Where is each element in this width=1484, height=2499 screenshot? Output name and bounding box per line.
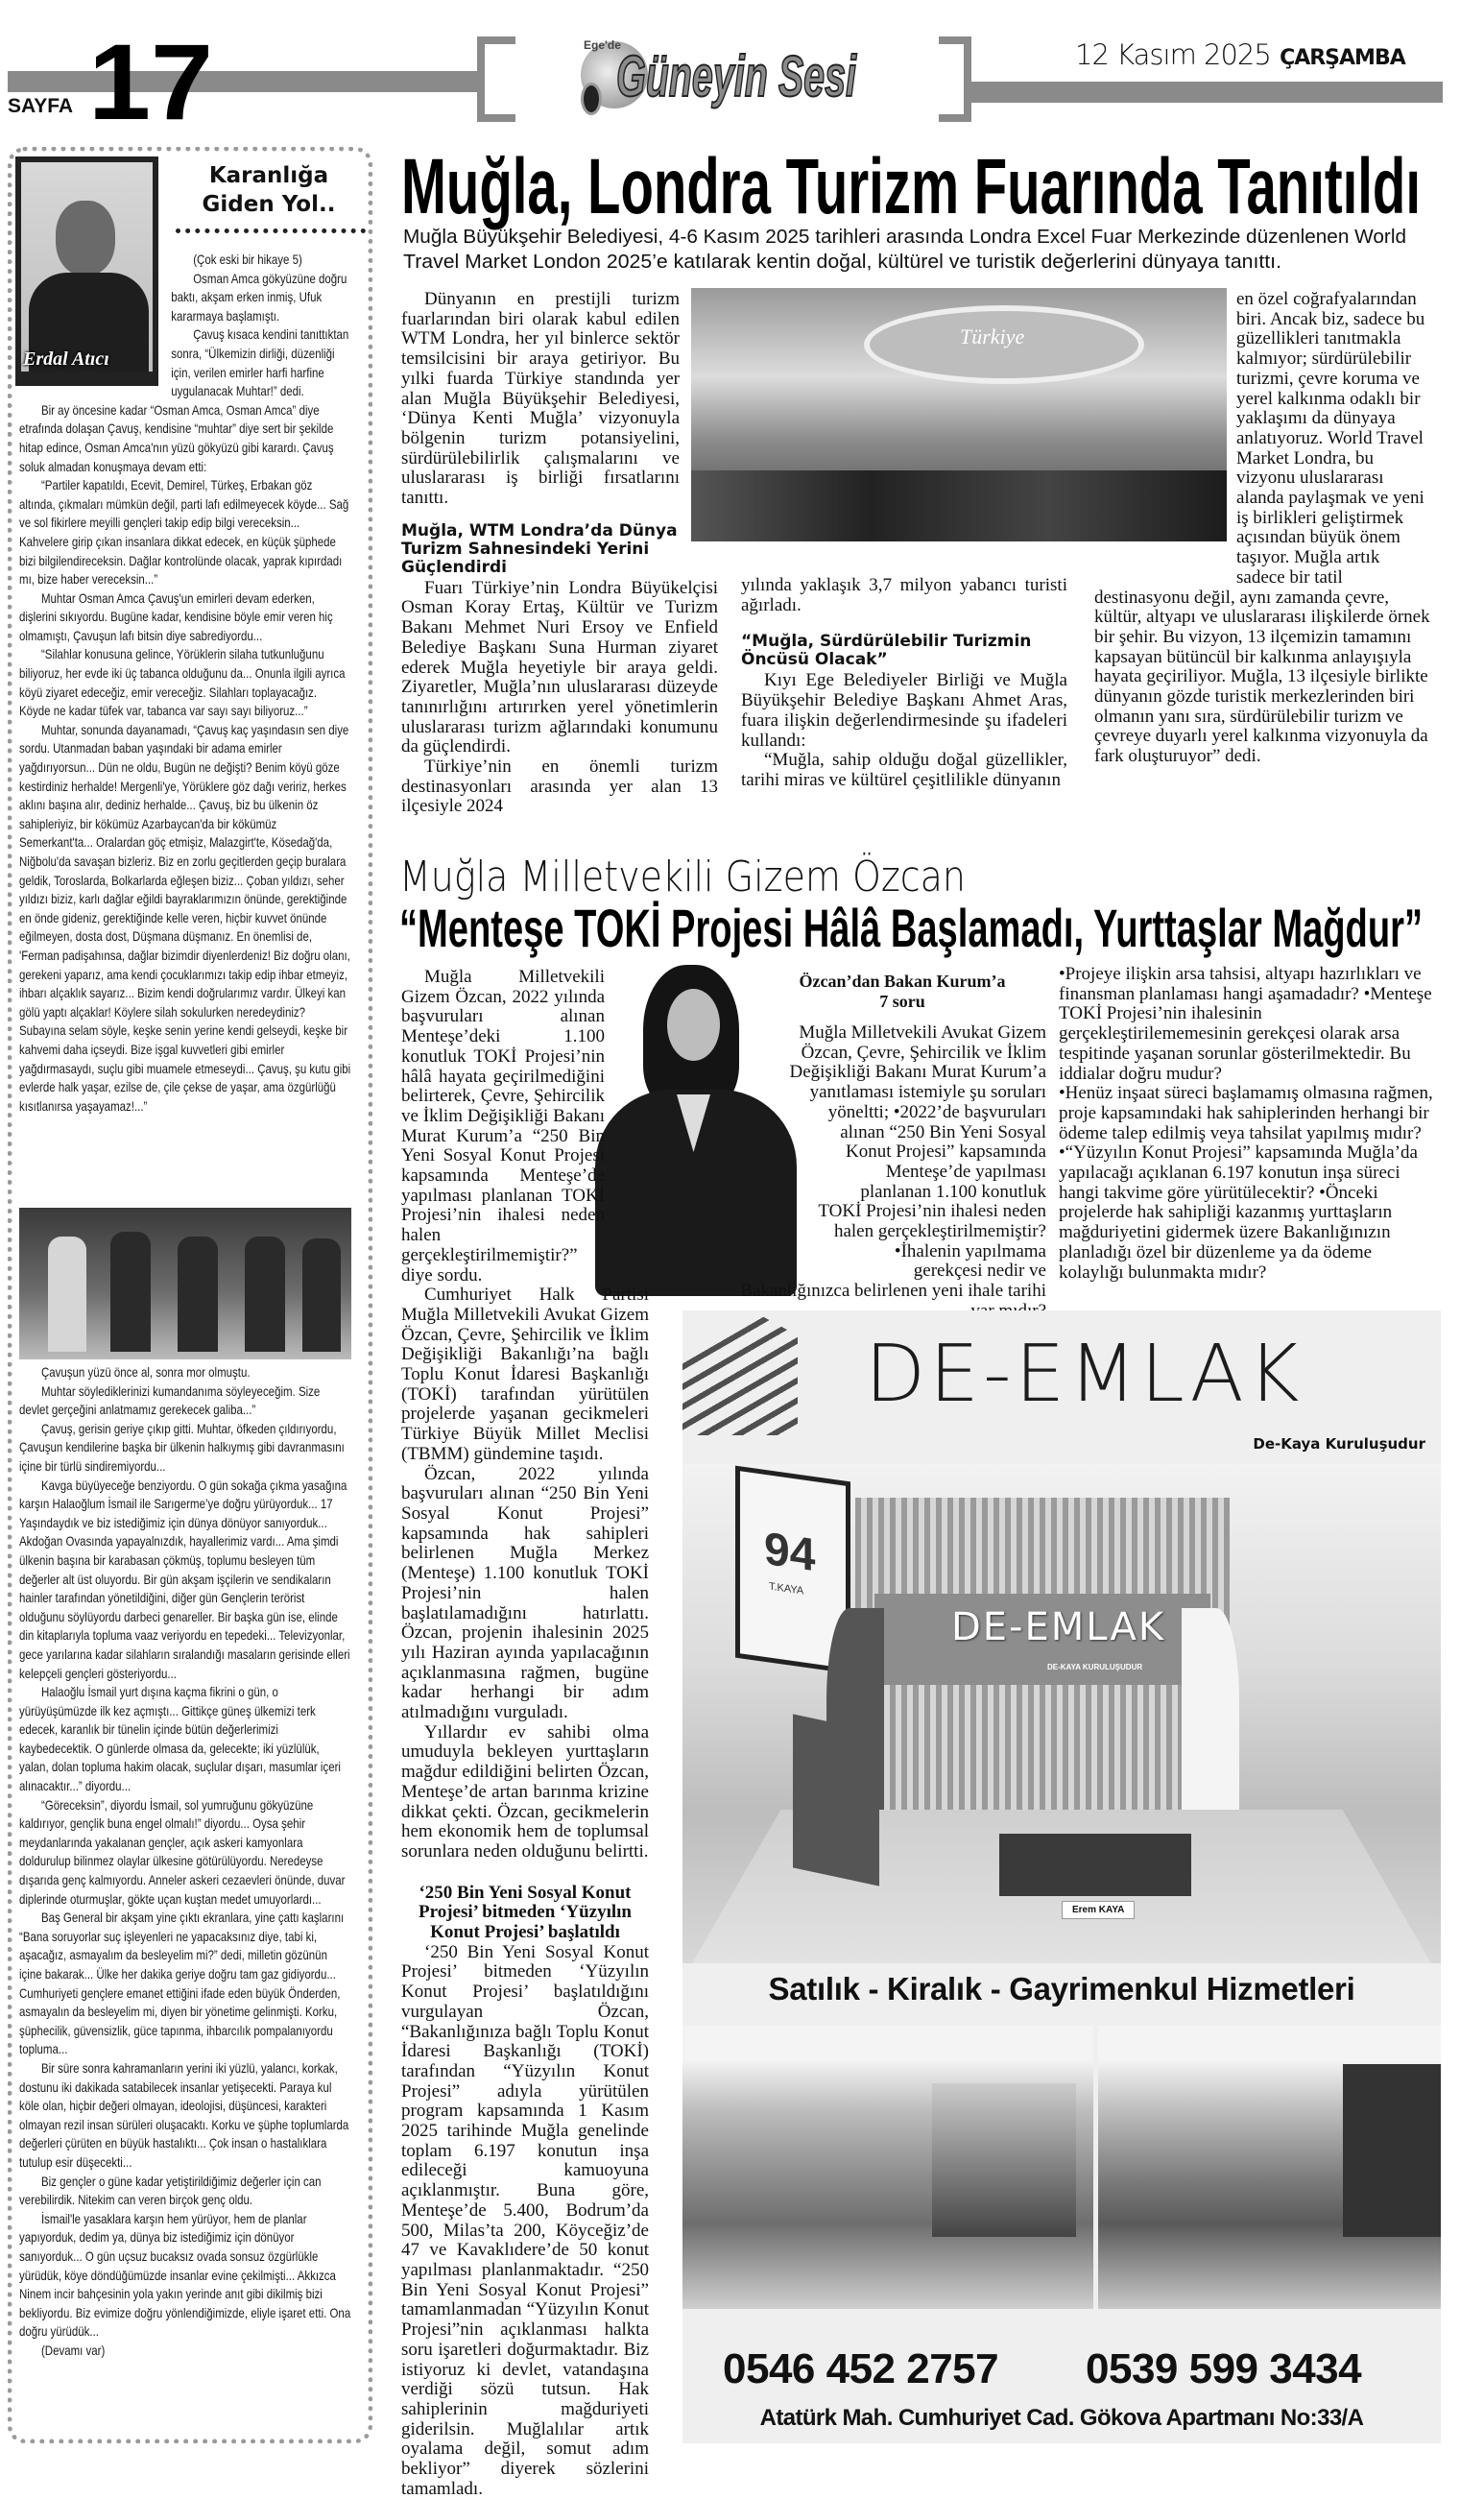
fair-stand-sign: Türkiye bbox=[960, 324, 1025, 348]
article1-column3 bbox=[1094, 290, 1430, 828]
article1-paragraph: yılında yaklaşık 3,7 milyon yabancı turisti ağırladı. bbox=[741, 575, 1067, 615]
page-number bbox=[88, 22, 218, 142]
paragraph: Muhtar, sonunda dayanamadı, “Çavuş kaç yaşındasın sen diye sordu. Utanmadan baban yaşındaki bir adama emirler yağdırıyorsun... Dün ne oldu, Bugün ne değişti? Benim köyü göze kestirdiniz herhalde! Mergenli'ye, Yörüklere göz dağı veririz, herkes aklını başına alır, dediniz herhalde... Çavuş, biz bu ülkenin öz sahipleriyiz, bir kökümüz Azarbaycan'da bir kökümüz Semerkant'ta... Oralardan göç etmişiz, Malazgirt'te, Kösedağ'da, Niğbolu'da savaşan bizleriz. Biz en zorlu geçitlerden geçip buralara geldik, Toroslarda, Bolkarlarda eğleşen biziz... Çoban yıldızı, seher yıldızı biziz, karlı dağlar eğildi bayraklarımızın önünde, gerektiğinde en önde gideniz, gerektiğinde kelle veren, hiçbir kuvvet önünde eğilmeyen, dosta dost, Düşmana düşmanız. En önemlisi de, 'Ferman padişahınsa, dağlar bizimdir diyenlerdeniz! Biz doğru olanı, gerekeni yaparız, ama kendi çocuklarımızı takip edip ihbar etmeyiz, ihbarı alçaklık sayarız... Bizim kendi doğrularımız vardır. Ülkeyi kan gölü yaptı alçaklar! Köylere silah sokulurken neredeydiniz? Subayına selam söyle, keşke senin yerine kendi gelseydi, keşke bir kahvemi daha içseydi. Bize işgal kuvvetleri gibi emirler yağdırmasaydı, suçlu gibi muamele etmeseydi... Çavuş, şu kutu gibi evlerde halk yaşar, ezilse de, çile çekse de yaşar, ama özgürlüğü kısıtlanırsa yaşayamaz!...” bbox=[19, 721, 351, 1114]
author-name: Erdal Atıcı bbox=[23, 348, 109, 370]
ad-tagline: De-Kaya Kuruluşudur bbox=[1253, 1435, 1425, 1453]
jersey-number: 94 bbox=[764, 1523, 816, 1582]
paragraph: Muhtar Osman Amca Çavuş'un emirleri devam ederken, dişlerini sıkıyordu. Bugüne kadar, kendisine böyle emir veren hiç olmamıştı, Çavuşun lafı bitsin diye sabrediyordu... bbox=[19, 589, 333, 643]
paragraph: Osman Amca gökyüzüne doğru baktı, akşam erken inmiş, Ufuk kararmaya başlamıştı. bbox=[171, 270, 347, 324]
article1-lede-line1: Muğla Büyükşehir Belediyesi, 4-6 Kasım 2025 tarihleri arasında Londra Excel Fuar Merkezinde düzenlenen World bbox=[403, 227, 1406, 248]
military-officers-photo bbox=[19, 1208, 351, 1359]
article1-paragraph: Kıyı Ege Belediyeler Birliği ve Muğla Büyükşehir Belediye Başkanı Ahmet Aras, fuara ilişkin değerlendirmesinde şu ifadeleri kullandı: bbox=[741, 670, 1067, 751]
jersey-name: T.KAYA bbox=[769, 1580, 804, 1598]
chevron-logo-icon bbox=[682, 1310, 798, 1435]
column-text-top bbox=[19, 251, 350, 1206]
paragraph: Çavuşun yüzü önce al, sonra mor olmuştu. bbox=[40, 1364, 251, 1380]
logo-eye-pupil-icon bbox=[581, 83, 602, 115]
paragraph: Muğla Milletvekili Gizem Özcan, 2022 yılında başvuruları alınan Menteşe’deki 1.100 konutluk TOKİ Projesi’nin hâlâ hayata geçirilmediğini belirterek, Çevre, Şehircilik ve İklim Değişikliği Bakanı Murat Kurum’a “250 Bin Yeni Sosyal Konut Projesi kapsamında Menteşe’de yapılması planlanan TOKİ Projesi’nin ihalesi neden halen gerçekleştirilmemiştir?” diye sordu. bbox=[401, 967, 605, 1286]
paragraph: Biz gençler o güne kadar yetiştirildiğimiz değerler için can verebilirdik. Nitekim can veren birçok genç oldu. bbox=[19, 2173, 322, 2208]
paragraph: (Devamı var) bbox=[40, 2342, 106, 2358]
nameplate: Erem KAYA bbox=[1062, 1901, 1135, 1919]
page-number-text: 17 bbox=[88, 22, 213, 142]
article2-headline-text: “Menteşe TOKİ Projesi Hâlâ Başlamadı, Yurttaşlar Mağdur” bbox=[399, 898, 1423, 958]
article1-paragraph: Türkiye’nin en önemli turizm destinasyonları arasında yer alan 13 ilçesiyle 2024 bbox=[401, 757, 718, 817]
header-rule-left bbox=[8, 71, 477, 92]
questions-heading bbox=[758, 972, 1046, 1012]
paragraph: Bir ay öncesine kadar “Osman Amca, Osman Amca” diye etrafında dolaşan Çavuş, kendisine “muhtar” diye sert bir şekilde hitap edince, Osman Amca'nın yüzü gökyüzü gibi karardı. Çavuş soluk almadan konuşmaya devam etti: bbox=[19, 401, 334, 474]
issue-date bbox=[1075, 38, 1405, 75]
article1-subheading: “Muğla, Sürdürülebilir Turizmin Öncüsü Olacak” bbox=[741, 632, 1032, 670]
paragraph: “Silahlar konusuna gelince, Yörüklerin silaha tutkunluğunu biliyoruz, her evde iki üç tabanca olduğunu da... Onunla ilgili ayrıca köyü ziyaret edeceğiz, emir vereceğiz. Silahları toplayacağız. Köyde ne kadar tüfek var, tabanca var sayı sayı biliyoruz...” bbox=[19, 646, 346, 719]
office-interior-photo bbox=[682, 1464, 1441, 1963]
logo-bracket-left bbox=[477, 36, 515, 122]
article2-column-c bbox=[1059, 965, 1435, 1282]
newspaper-logo bbox=[576, 36, 864, 113]
article1-subheading: Muğla, WTM Londra’da Dünya Turizm Sahnesindeki Yerini Güçlendirdi bbox=[401, 520, 678, 577]
paragraph: İsmail'le yasaklara karşın hem yürüyor, hem de planlar yapıyorduk, dedim ya, dünya biz istediğimiz için dönüyor sanıyorduk... O gün uçsuz bucaksız ovada sonsuz özgürlükle yürüdük, köye döndüğümüzde insanlar evine çekilmişti... Akkızca Ninem incir bahçesinin yola yakın yerinde anıt gibi dikilmiş bizi bekliyordu. Biz evimize doğru yönlendiğimizde, eliyle işaret etti. Ona doğru yürüdük... bbox=[19, 2210, 351, 2340]
article2-column-a bbox=[401, 967, 649, 2499]
de-emlak-advertisement bbox=[682, 1310, 1441, 2443]
paragraph: “Göreceksin”, diyordu İsmail, sol yumruğunu gökyüzüne kaldırıyor, gençlik buna engel olmalı!” diyordu... Oysa şehir meydanlarında yakalanan gençler, açık askeri kamyonlara doldurulup bilinmez olaylar ülkesine götürülüyordu. Neredeyse dışarıda genç kalmıyordu. Anneler askeri cezaevleri önünde, duvar diplerinde oturmuşlar, gökte uçan kuştan medet umuyorlardı... bbox=[19, 1796, 346, 1907]
article1-paragraph: “Muğla, sahip olduğu doğal güzellikler, tarihi miras ve kültürel çeşitlilikle dünyanın bbox=[741, 750, 1067, 790]
issue-date-text: 12 Kasım 2025 bbox=[1075, 38, 1271, 71]
photo-spacer bbox=[19, 251, 171, 385]
paragraph: ‘250 Bin Yeni Sosyal Konut Projesi’ bitmeden ‘Yüzyılın Konut Projesi’ başlatıldığını vurgulayan Özcan, “Bakanlığınıza bağlı Toplu Konut İdaresi Başkanlığı (TOKİ) tarafından “Yüzyılın Konut Projesi” adıyla yürütülen program kapsamında 1 Kasım 2025 tarihinde Muğla genelinde toplam 6.197 konutun inşa edileceği kamuoyuna açıklanmıştır. Buna göre, Menteşe’de 5.400, Bodrum’da 500, Milas’ta 200, Köyceğiz’de 47 ve Kavaklıdere’de 50 konut yapılması planlanmaktadır. “250 Bin Yeni Sosyal Konut Projesi” tamamlanmadan “Yüzyılın Konut Projesi”nin açıklanması halkta soru işaretleri doğurmaktadır. Biz istiyoruz ki devlet, vatandaşına verdiği sözü tutsun. Hak sahiplerinin mağduriyeti giderilsin. Muğlalılar artık oyalama değil, somut adım bekliyor” diyerek sözlerini tamamladı. bbox=[401, 1941, 649, 2499]
paragraph: Baş General bir akşam yine çıktı ekranlara, yine çattı kaşlarını “Bana soruyorlar suç işleyenleri ne yapacaksınız diye, tabi ki, aşacağız, asmayalım da besleyelim mi?” dedi, milletin gözünün içine bakarak... Ülke her dakika geriye doğru tam gaz gidiyordu... Cumhuriyeti gençlere emanet ettiğini ifade eden büyük Önderden, asmayalın da besleyelim mi, diyen bir yönetime gelinmişti. Korku, şüphecilik, güvensizlik, güce tapınma, ihbarcılık pompalanıyordu topluma... bbox=[19, 1910, 345, 2057]
column-text-bottom bbox=[19, 1363, 350, 2439]
ad-address: Atatürk Mah. Cumhuriyet Cad. Gökova Apartmanı No:33/A bbox=[759, 2405, 1364, 2431]
ad-brand: DE-EMLAK bbox=[865, 1329, 1304, 1420]
paragraph: Çavuş kısaca kendini tanıttıktan sonra, “Ülkemizin dirliği, düzenliği için, verilen emirler harfi harfine uygulanacak Muhtar!” dedi. bbox=[171, 326, 349, 399]
column-title bbox=[178, 161, 360, 219]
article1-lede-line2: Travel Market London 2025’e katılarak kentin doğal, kültürel ve turistik değerlerini dünyaya tanıttı. bbox=[403, 252, 1281, 273]
column-title-divider bbox=[176, 228, 366, 233]
questions-heading-line2: 7 soru bbox=[879, 992, 925, 1011]
logo-main-text: Güneyin Sesi bbox=[616, 44, 857, 108]
paragraph: •“Yüzyılın Konut Projesi” kapsamında Muğla’da yapılacağı açıklanan 6.197 konutun inşa süreci hangi takvime göre yürütülecektir? •Önceki projelerde hak sahipliği kazanmış yurttaşların mağduriyetini gidermek üzere Bakanlığınızın planladığı özel bir düzenleme ya da ödeme kolaylığı bulunmakta mıdır? bbox=[1059, 1142, 1418, 1283]
issue-weekday: ÇARŞAMBA bbox=[1280, 46, 1405, 70]
paragraph: (Çok eski bir hikaye 5) bbox=[193, 252, 302, 267]
article1-column2 bbox=[741, 576, 1067, 828]
paragraph: Kavga büyüyeceğe benziyordu. O gün sokağa çıkma yasağına karşın Halaoğlum İsmail ile Sarıgerme’ye doğru yürüyorduk... 17 Yaşındaydık ve biz istediğimiz için dünya dönüyor sanıyorduk... Akdoğan Ovasında yapayalnızdık, hayallerimiz vardı... Ama şimdi ülkenin başına bir karabasan çökmüş, toplumu besleyen tüm değerler alt üst oluyordu. Bir gün akşam işçilerin ve sendikaların hainler tarafından yönetildiğini, diğer gün Gençlerin terörist olduğunu söylüyordu darbeci genareller. Bir başka gün ise, elinde din kitaplarıyla topluma vaaz veriyordu en tepedeki... Televizyonlar, gece yarılarına kadar silahların sıralandığı masaların gerisinde elleri kelepçeli gençleri gösteriyordu... bbox=[19, 1477, 350, 1681]
questions-heading-line1: Özcan’dan Bakan Kurum’a bbox=[799, 972, 1006, 991]
paragraph: Halaoğlu İsmail yurt dışına kaçma fikrini o gün, o yürüyüşümüzde ilk kez açmıştı... Gittikçe güneş ülkemizi terk edecek, karanlık bir tünelin içinde bütün değerlerimizi kaybedecektik. O günlerde olmasa da, gelecekte; iki yüzlülük, yalan, dolan topluma hakim olacak, suçlular dışarı, masumlar içeri alınacaktır...” diyordu... bbox=[19, 1684, 341, 1794]
ad-services: Satılık - Kiralık - Gayrimenkul Hizmetleri bbox=[768, 1971, 1355, 2006]
phone-number-2: 0539 599 3434 bbox=[1086, 2345, 1362, 2392]
article1-paragraph: Fuarı Türkiye’nin Londra Büyükelçisi Osman Koray Ertaş, Kültür ve Turizm Bakanı Mehmet Nuri Ersoy ve Enfield Belediye Başkanı Suna Hurman ziyaret ederek Muğla heyetiyle bir araya geldi. Ziyaretler, Muğla’nın uluslararası düzeyde tanınırlığını artırırken yerel yönetimlerin uluslararası turizm ağlarındaki konumunu da güçlendirdi. bbox=[401, 577, 718, 757]
phone-number-1: 0546 452 2757 bbox=[723, 2345, 999, 2392]
paragraph: “Partiler kapatıldı, Ecevit, Demirel, Türkeş, Erbakan göz altında, çıkmaları mümkün değil, parti lafı edilmeyecek köyde... Sağ ve sol fikirlere meyilli gençleri takip edip bilgi vereceksin... Kahvelere girip çıkan insanlara dikkat edecek, en küçük şüphede bizi bilgilendireceksin. Dağlar kontrolünde olacak, yaprak kıpırdadı mı, bize haber vereceksin...” bbox=[19, 477, 349, 588]
column-title-line1: Karanlığa bbox=[208, 163, 329, 188]
company-flag bbox=[1182, 1608, 1239, 1838]
monitor bbox=[793, 1714, 879, 1886]
logo-bracket-right bbox=[939, 36, 971, 122]
article1-paragraph: en özel coğrafyalarından biri. Ancak biz, sadece bu güzellikleri tanıtmakla kalmıyor; sürdürülebilir turizmi, çevre koruma ve yerel kalkınma odaklı bir yaklaşımı da dünyaya anlatıyoruz. World Travel Market Londra, bu vizyonu uluslararası alanda paylaşmak ve yeni iş birlikleri geliştirmek açısından büyük önem taşıyor. Muğla artık sadece bir tatil destinasyonu değil, aynı zamanda çevre, kültür, altyapı ve uluslararası ilişkilerde örnek bir şehir. Bu vizyon, 13 ilçemizin tamamını kapsayan bütüncül bir kalkınma anlayışıyla hayata geçiriliyor. Muğla, 13 ilçesiyle birlikte dünyanın gözde turistik merkezlerinden biri olmanın yanı sıra, sürdürülebilir turizm ve çevreye duyarlı yerel kalkınma vizyonuyla da fark oluşturuyor” dedi. bbox=[1094, 289, 1430, 767]
paragraph: Çavuş, gerisin geriye çıkıp gitti. Muhtar, öfkeden çıldırıyordu, Çavuşun kendilerine başka bir ülkenin halkıymış gibi davranmasını içine bir türlü sindiremiyordu... bbox=[19, 1420, 345, 1474]
paragraph: Özcan, 2022 yılında başvuruları alınan “250 Bin Yeni Sosyal Konut Projesi” kapsamında hak sahipleri belirlenen Muğla Merkez (Menteşe) 1.100 konutluk TOKİ Projesi’nin halen başlatılamadığını hatırlattı. Özcan, projenin ihalesinin 2025 yılı Haziran ayında yapılacağının açıklanmasına rağmen, bugüne kadar herhangi bir adım atılmadığını vurguladı. bbox=[401, 1463, 649, 1723]
office-photo-right bbox=[1098, 2026, 1441, 2309]
paragraph: Yıllardır ev sahibi olma umuduyla bekleyen yurttaşların mağdur edildiğini belirten Özcan, Menteşe’de artan barınma krizine dikkat çekti. Özcan, gecikmelerin hem ekonomik hem de toplumsal sorunlara neden olduğunu belirtti. bbox=[401, 1721, 649, 1862]
article1-column1 bbox=[401, 290, 718, 828]
article2-kicker-text: Muğla Milletvekili Gizem Özcan bbox=[399, 853, 1056, 901]
office-sign-brand: DE-EMLAK bbox=[951, 1605, 1166, 1649]
paragraph: Cumhuriyet Halk Partisi Muğla Milletvekili Avukat Gizem Özcan, Çevre, Şehircilik ve İklim Değişikliği Bakanlığı’na bağlı Toplu Konut İdaresi Başkanlığı (TOKİ) tarafından yürütülen projelerde yaşanan gecikmeleri Türkiye Büyük Millet Meclisi (TBMM) gündemine taşıdı. bbox=[401, 1285, 649, 1464]
paragraph: Bir süre sonra kahramanların yerini iki yüzlü, yalancı, korkak, dostunu iki dakikada satabilecek insanlar yetişecekti. Paraya kul köle olan, hiçbir değeri olmayan, ideolojisi, düşüncesi, karakteri olmayan rezil insan sürüleri oluşacaktı. Korku ve şüphe toplumlarda değerleri çürüten en büyük hastalıktı... Çok insan o hastalıklara tutulup esir düşecekti... bbox=[19, 2059, 349, 2170]
article1-headline bbox=[399, 143, 1426, 230]
paragraph: •Projeye ilişkin arsa tahsisi, altyapı hazırlıkları ve finansman planlaması hangi aşamadadır? •Menteşe TOKİ Projesi’nin ihalesinin gerçekleştirilememesinin gerekçesi olarak arsa tespitinde yaşanan sorunlar gösterilmektedir. Bu iddialar doğru mudur? bbox=[1059, 964, 1432, 1084]
header-rule-right bbox=[971, 82, 1443, 103]
office-sign-tagline: DE-KAYA KURULUŞUDUR bbox=[1047, 1663, 1143, 1671]
article1-headline-text: Muğla, Londra Turizm Fuarında Tanıtıldı bbox=[401, 143, 1421, 230]
paragraph: Muhtar söylediklerinizi kumandanıma söyleyeceğim. Size devlet gerçeğini anlatmamız gerekecek galiba...” bbox=[19, 1382, 321, 1418]
column-title-line2: Giden Yol.. bbox=[202, 192, 336, 217]
logo-small-text: Ege'de bbox=[584, 38, 621, 52]
article2-headline bbox=[397, 898, 1434, 958]
logo-main bbox=[614, 40, 864, 108]
article2-column-b bbox=[730, 1022, 1046, 1302]
office-photo-left bbox=[682, 2026, 1093, 2309]
questions-intro: Muğla Milletvekili Avukat Gizem Özcan, Çevre, Şehircilik ve İklim Değişikliği Bakanı Murat Kurum’a yanıtlaması istemiyle şu soruları yöneltti; •2022’de başvuruları alınan “250 Bin Yeni Sosyal Konut Projesi” kapsamında Menteşe’de yapılması planlanan 1.100 konutluk TOKİ Projesi’nin ihalesi neden halen gerçekleştirilmemiştir? •İhalenin yapılmama gerekçesi nedir ve Bakanlığınızca belirlenen yeni ihale tarihi bbox=[740, 1022, 1046, 1302]
page-label: SAYFA bbox=[8, 96, 77, 117]
paragraph: •Henüz inşaat süreci başlamamış olmasına rağmen, proje kapsamındaki hak sahiplerinden herhangi bir ödeme talep edilmiş veya tahsilat yapılmış mıdır? bbox=[1059, 1083, 1433, 1143]
article2-kicker bbox=[397, 849, 1056, 902]
article2-subheading: ‘250 Bin Yeni Sosyal Konut Projesi’ bitmeden ‘Yüzyılın Konut Projesi’ başlatıldı bbox=[419, 1882, 632, 1943]
article1-paragraph: Dünyanın en prestijli turizm fuarlarından biri olarak kabul edilen WTM Londra, her yıl binlerce sektör temsilcisini bir araya getiriyor. Bu yılki fuarda Türkiye standında yer alan Muğla Büyükşehir Belediyesi, ‘Dünya Kenti Muğla’ vizyonuyla bölgenin turizm potansiyelini, sürdürülebilirlik çalışmalarını ve uluslararası iş birliği fırsatlarını tanıttı. bbox=[401, 289, 680, 509]
article1-lede bbox=[401, 227, 1438, 275]
